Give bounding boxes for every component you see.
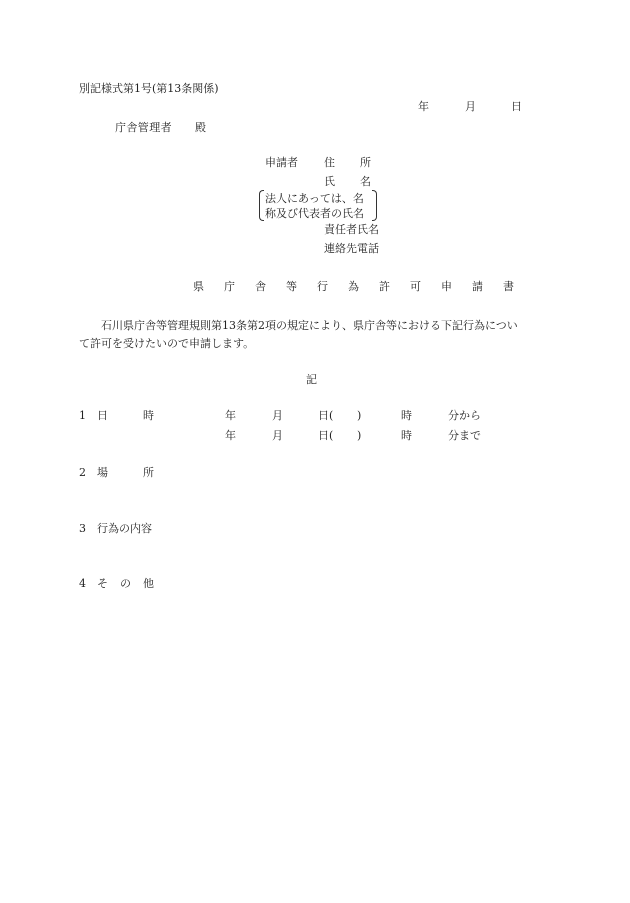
title-char: 請 <box>472 280 483 293</box>
contact-phone-label: 連絡先電話 <box>324 242 379 255</box>
addressee-label: 庁舎管理者 <box>115 121 172 134</box>
to-month-label: 月 <box>272 429 283 442</box>
to-weekday-close: ) <box>357 429 362 442</box>
addressee-honorific: 殿 <box>195 121 206 134</box>
item1-label-char1: 日 <box>97 409 108 422</box>
item2-label-char1: 場 <box>97 466 108 479</box>
to-minute-label: 分まで <box>448 429 481 442</box>
corp-note-line1: 法人にあっては、名 <box>265 192 364 205</box>
from-day-label: 日( <box>318 409 334 422</box>
responsible-person-label: 責任者氏名 <box>324 223 379 236</box>
body-text-line1: 石川県庁舎等管理規則第13条第2項の規定により、県庁舎等における下記行為につい <box>101 319 518 332</box>
item4-number: 4 <box>79 577 86 590</box>
body-text-line2: て許可を受けたいので申請します。 <box>79 337 255 350</box>
document-title <box>193 281 514 292</box>
date-month-label: 月 <box>465 100 476 113</box>
form-number: 別記様式第1号(第13条関係) <box>79 82 219 95</box>
title-char: 許 <box>379 280 390 293</box>
applicant-label: 申請者 <box>265 156 298 169</box>
from-minute-label: 分から <box>448 409 481 422</box>
title-char: 為 <box>348 280 359 293</box>
item1-number: 1 <box>79 409 86 422</box>
from-year-label: 年 <box>225 409 236 422</box>
from-hour-label: 時 <box>401 409 412 422</box>
item3-label: 行為の内容 <box>97 522 152 535</box>
title-char: 申 <box>441 280 452 293</box>
address-label-char2: 所 <box>360 156 371 169</box>
name-label-char1: 氏 <box>324 175 335 188</box>
title-char: 行 <box>317 280 328 293</box>
title-char: 庁 <box>224 280 235 293</box>
item1-label-char2: 時 <box>143 409 154 422</box>
title-char: 県 <box>193 280 204 293</box>
title-char: 舎 <box>255 280 266 293</box>
date-year-label: 年 <box>418 100 429 113</box>
title-char: 書 <box>503 280 514 293</box>
corp-bracket-right <box>372 190 377 221</box>
address-label-char1: 住 <box>324 156 335 169</box>
item2-number: 2 <box>79 466 86 479</box>
item4-label-char2: の <box>120 577 131 590</box>
item2-label-char2: 所 <box>143 466 154 479</box>
item4-label-char3: 他 <box>143 577 154 590</box>
ki-heading: 記 <box>306 373 317 386</box>
from-weekday-close: ) <box>357 409 362 422</box>
from-month-label: 月 <box>272 409 283 422</box>
corp-note-line2: 称及び代表者の氏名 <box>265 207 364 220</box>
item4-label-char1: そ <box>97 577 108 590</box>
to-hour-label: 時 <box>401 429 412 442</box>
to-year-label: 年 <box>225 429 236 442</box>
title-char: 可 <box>410 280 421 293</box>
to-day-label: 日( <box>318 429 334 442</box>
corp-bracket-left <box>259 190 264 221</box>
item3-number: 3 <box>79 522 86 535</box>
date-day-label: 日 <box>511 100 522 113</box>
title-char: 等 <box>286 280 297 293</box>
name-label-char2: 名 <box>360 175 371 188</box>
